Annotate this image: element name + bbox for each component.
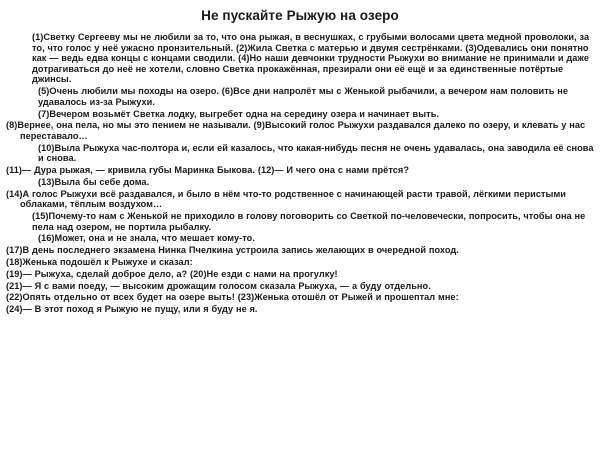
paragraph-1: (1)Светку Сергееву мы не любили за то, что она рыжая, в веснушках, с грубыми волосами цвета медной проволоки, за то, что голос у неё ужасно пронзительный. (2)Жила Светка с матерью и двумя сестрёнками. (3)Одевались они понятно как — ведь едва концы с концами сводили. (4)Но наши девчонки трудности Рыжухи во внимание не принимали и даже дотрагиваться до неё не хотели, словно Светка прокажённая, презирали они её ещё и за единственные потёртые джинсы.	[32, 32, 590, 85]
paragraph-6: (11)— Дура рыжая, — кривила губы Маринка Быкова. (12)— И чего она с нами прётся?	[6, 165, 409, 176]
document-title: Не пускайте Рыжую на озеро	[201, 8, 399, 23]
paragraph-4: (8)Вернее, она пела, но мы это пением не называли. (9)Высокий голос Рыжухи раздавался далеко по озеру, и клевать у нас переставало…	[6, 120, 586, 141]
paragraph-5: (10)Выла Рыжуха час-полтора и, если ей казалось, что какая-нибудь песня не очень удавалась, она заводила её снова и снова.	[38, 142, 594, 164]
paragraph-15: (22)Опять отдельно от всех будет на озере выть! (23)Женька отошёл от Рыжей и прошептал мне:	[6, 292, 459, 303]
paragraph-14: (21)— Я с вами поеду, — высоким дрожащим голосом сказала Рыжуха, — а буду отдельно.	[6, 280, 431, 291]
paragraph-16: (24)— В этот поход я Рыжую не пущу, или я буду не я.	[6, 304, 258, 315]
paragraph-12: (18)Женька подошёл к Рыжухе и сказал:	[6, 256, 193, 267]
paragraph-3: (7)Вечером возьмёт Светка лодку, выгребет одна на середину озера и начинает выть.	[38, 108, 439, 119]
paragraph-9: (15)Почему-то нам с Женькой не приходило в голову поговорить со Светкой по-человечески, попросить, чтобы она не пела над озером, не портила рыбалку.	[32, 211, 586, 232]
paragraph-2: (5)Очень любили мы походы на озеро. (6)Все дни напролёт мы с Женькой рыбачили, а вечером нам половить не удавалось из-за Рыжухи.	[38, 86, 569, 107]
paragraph-13: (19)— Рыжуха, сделай доброе дело, а? (20)Не езди с нами на прогулку!	[6, 268, 338, 279]
paragraph-10: (16)Может, она и не знала, что мешает кому-то.	[38, 233, 255, 244]
paragraph-11: (17)В день последнего экзамена Нинка Пчелкина устроила запись желающих в очередной поход.	[6, 245, 459, 256]
paragraph-7: (13)Выла бы себе дома.	[38, 176, 150, 187]
paragraph-8: (14)А голос Рыжухи всё раздавался, и было в нём что-то родственное с начинающей расти травой, лёгкими перистыми облаками, тёплым воздухом…	[6, 188, 567, 210]
document	[6, 8, 594, 316]
